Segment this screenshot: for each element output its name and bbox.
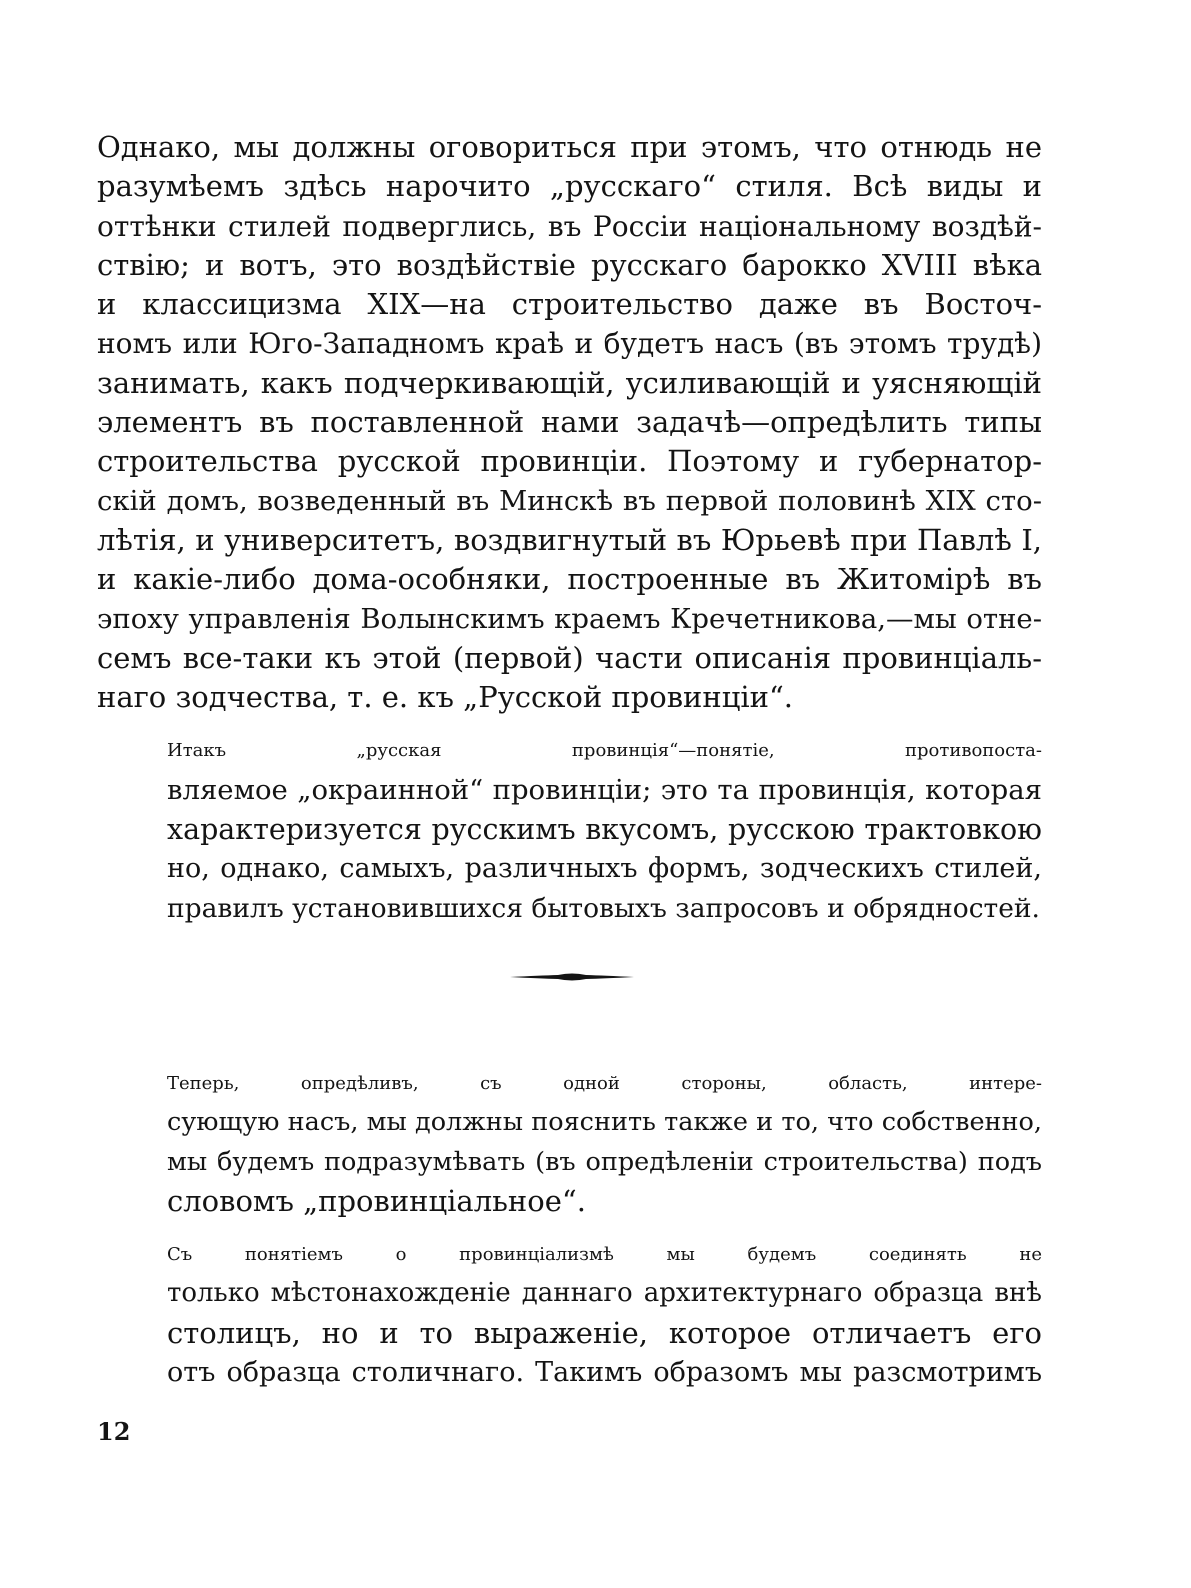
- text-line: ствію; и вотъ, это воздѣйствіе русскаго барокко XVIII вѣка: [97, 247, 1042, 282]
- text-line: Съ понятіемъ о провинціализмѣ мы будемъ соединять не: [167, 1244, 1042, 1266]
- text-line: эпоху управленія Волынскимъ краемъ Кречетникова,—мы отне-: [97, 602, 1042, 635]
- text-line: семъ все-таки къ этой (первой) части описанія провинціаль-: [97, 640, 1042, 675]
- paragraph-2: [97, 731, 1042, 927]
- paragraph-3: [97, 1064, 1042, 1221]
- text-block-top: [97, 128, 1042, 928]
- text-line: вляемое „окраинной“ провинціи; это та провинція, которая: [167, 773, 1042, 806]
- text-line: мы будемъ подразумѣвать (въ опредѣленіи строительства) подъ: [167, 1146, 1042, 1177]
- text-line: элементъ въ поставленной нами задачѣ—опредѣлить типы: [97, 405, 1042, 440]
- text-line: оттѣнки стилей подверглись, въ Россіи національному воздѣй-: [97, 209, 1042, 243]
- text-line: Однако, мы должны оговориться при этомъ, что отнюдь не: [97, 130, 1042, 164]
- text-line: но, однако, самыхъ, различныхъ формъ, зодческихъ стилей,: [167, 853, 1042, 885]
- text-line: разумѣемъ здѣсь нарочито „русскаго“ стиля. Всѣ виды и: [97, 169, 1042, 204]
- paragraph-4: [97, 1235, 1042, 1392]
- text-line: и классицизма XIX—на строительство даже въ Восточ-: [97, 287, 1042, 322]
- text-line: столицъ, но и то выраженіе, которое отличаетъ его: [167, 1315, 1042, 1350]
- text-line: строительства русской провинціи. Поэтому и губернатор-: [97, 444, 1042, 479]
- text-line: отъ образца столичнаго. Такимъ образомъ мы разсмотримъ: [167, 1357, 1042, 1389]
- text-line: только мѣстонахожденіе даннаго архитектурнаго образца внѣ: [167, 1278, 1042, 1309]
- text-block-bottom: [97, 1064, 1042, 1392]
- text-line: и какіе-либо дома-особняки, построенные въ Житомірѣ въ: [97, 562, 1042, 597]
- text-line: номъ или Юго-Западномъ краѣ и будетъ насъ (въ этомъ трудѣ): [97, 327, 1042, 361]
- paragraph-1: [97, 128, 1042, 717]
- text-line: сующую насъ, мы должны пояснить также и то, что собственно,: [167, 1107, 1042, 1138]
- text-line: занимать, какъ подчеркивающій, усиливающій и уясняющій: [97, 365, 1042, 400]
- text-line: наго зодчества, т. е. къ „Русской провинціи“.: [97, 680, 794, 715]
- text-line: Итакъ „русская провинція“—понятіе, противопоста-: [167, 740, 1042, 762]
- text-line: Теперь, опредѣливъ, съ одной стороны, область, интере-: [167, 1073, 1042, 1094]
- text-line: характеризуется русскимъ вкусомъ, русскою трактовкою: [167, 813, 1042, 847]
- text-line: словомъ „провинціальное“.: [167, 1183, 586, 1218]
- section-divider-ornament: [510, 970, 634, 984]
- text-line: скій домъ, возведенный въ Минскѣ въ первой половинѣ XIX сто-: [97, 484, 1042, 517]
- text-line: правилъ установившихся бытовыхъ запросовъ и обрядностей.: [167, 892, 1040, 924]
- page-number: 12: [97, 1417, 131, 1446]
- text-line: лѣтія, и университетъ, воздвигнутый въ Юрьевѣ при Павлѣ I,: [97, 522, 1042, 557]
